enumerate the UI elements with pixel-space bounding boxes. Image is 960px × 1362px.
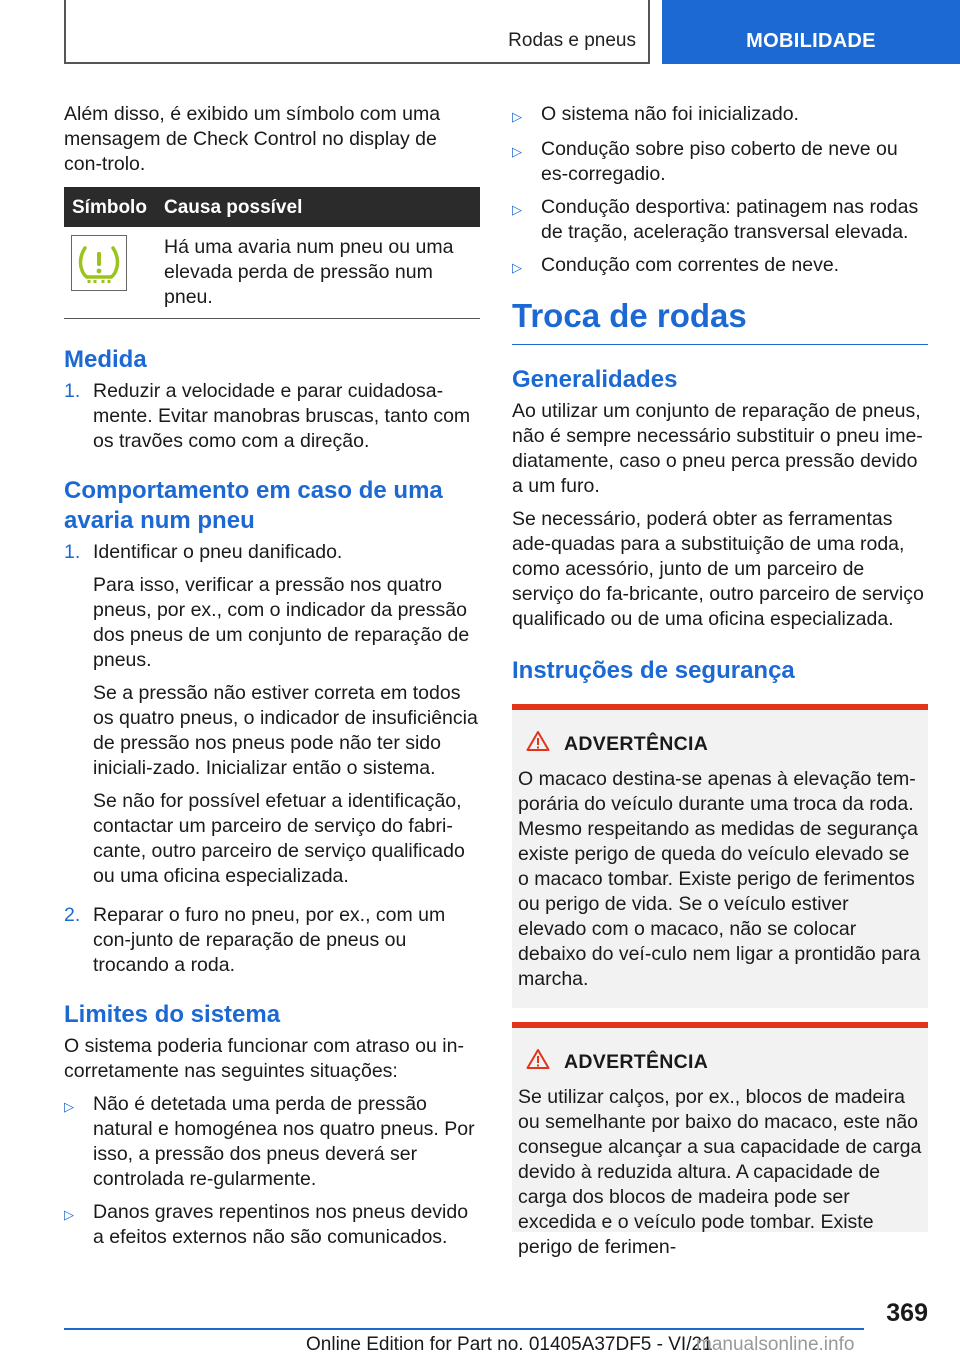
bullet-triangle-icon: ▷ xyxy=(512,144,522,159)
heading-medida: Medida xyxy=(64,346,147,373)
list-paragraph: Se não for possível efetuar a identificação, contactar um parceiro de serviço do fabri-cante, outro parceiro de serviço qualificado ou uma oficina especializada. xyxy=(93,790,465,887)
right-column xyxy=(512,102,928,1258)
bullet-triangle-icon: ▷ xyxy=(512,202,522,217)
warning-box xyxy=(512,704,928,1008)
heading-seguranca: Instruções de segurança xyxy=(512,657,795,684)
list-item xyxy=(512,102,928,129)
table-header-row xyxy=(64,187,480,227)
table-cell-cause: Há uma avaria num pneu ou uma elevada perda de pressão num pneu. xyxy=(156,227,480,319)
list-item xyxy=(512,195,928,245)
table-header-cause: Causa possível xyxy=(156,187,480,227)
list-text: Reparar o furo no pneu, por ex., com um con-junto de reparação de pneus ou trocando a roda. xyxy=(93,904,446,976)
table-header-symbol: Símbolo xyxy=(64,187,156,227)
list-number: 1. xyxy=(64,380,81,402)
list-text: Danos graves repentinos nos pneus devido a efeitos externos não são comunicados. xyxy=(93,1201,469,1248)
limites-intro: O sistema poderia funcionar com atraso ou in-corretamente nas seguintes situações: xyxy=(64,1035,464,1082)
table-row xyxy=(64,227,480,319)
header-chapter-tab: MOBILIDADE xyxy=(662,0,960,64)
heading-generalidades: Generalidades xyxy=(512,366,678,393)
footer-rule xyxy=(64,1328,864,1330)
table-cell-symbol xyxy=(64,227,156,319)
generalidades-paragraph-1: Ao utilizar um conjunto de reparação de pneus, não é sempre necessário substituir o pneu ime-diatamente, caso o pneu perca pressão devido a um furo. xyxy=(512,400,923,497)
chapter-heading: Troca de rodas xyxy=(512,296,928,345)
header-rule-left xyxy=(64,0,66,64)
list-item xyxy=(512,137,928,187)
list-text: Reduzir a velocidade e parar cuidadosa-mente. Evitar manobras bruscas, tanto com os travões como com a direção. xyxy=(93,380,471,452)
warning-triangle-icon xyxy=(526,1048,550,1077)
warning-triangle-icon xyxy=(526,730,550,759)
heading-limites: Limites do sistema xyxy=(64,1001,281,1028)
symbol-table xyxy=(64,187,480,319)
list-text: O sistema não foi inicializado. xyxy=(541,103,799,125)
list-paragraph: Se a pressão não estiver correta em todos os quatro pneus, o indicador de insuficiência de pressão nos pneus pode não ter sido iniciali-zado. Inicializar então o sistema. xyxy=(93,682,478,779)
footer-watermark: manualsonline.info xyxy=(696,1334,855,1355)
bullet-triangle-icon: ▷ xyxy=(64,1099,74,1114)
page-number: 369 xyxy=(886,1299,928,1327)
warning-box xyxy=(512,1022,928,1258)
list-text: Condução com correntes de neve. xyxy=(541,254,840,276)
list-number: 2. xyxy=(64,904,81,926)
tire-pressure-warning-icon xyxy=(71,235,127,291)
list-text: Condução desportiva: patinagem nas rodas de tração, aceleração transversal elevada. xyxy=(541,196,919,243)
list-item xyxy=(512,253,928,280)
left-column xyxy=(64,102,480,1258)
warning-title: ADVERTÊNCIA xyxy=(564,733,709,755)
bullet-triangle-icon: ▷ xyxy=(512,260,522,275)
list-item xyxy=(64,1200,480,1250)
list-item xyxy=(64,540,480,897)
bullet-triangle-icon: ▷ xyxy=(512,109,522,124)
list-item xyxy=(64,1092,480,1192)
list-text: Não é detetada uma perda de pressão natural e homogénea nos quatro pneus. Por isso, a pressão dos pneus deverá ser controlada re-gularmente. xyxy=(93,1093,475,1190)
list-text: Identificar o pneu danificado. xyxy=(93,541,343,563)
list-paragraph: Para isso, verificar a pressão nos quatro pneus, por ex., com o indicador da pressão dos pneus de um conjunto de reparação de pneus. xyxy=(93,574,470,671)
intro-paragraph: Além disso, é exibido um símbolo com uma mensagem de Check Control no display de con-trolo. xyxy=(64,103,441,175)
header-section-title: Rodas e pneus xyxy=(508,30,636,51)
list-number: 1. xyxy=(64,541,81,563)
warning-text: Se utilizar calços, por ex., blocos de madeira ou semelhante por baixo do macaco, este não consegue alcançar a sua capacidade de carga devido à reduzida altura. A capacidade de carga dos blocos de madeira pode ser excedida e o veículo pode tombar. Existe perigo de ferimen- xyxy=(518,1086,922,1258)
footer-edition: Online Edition for Part no. 01405A37DF5 - VI/21 xyxy=(306,1334,713,1355)
warning-title: ADVERTÊNCIA xyxy=(564,1051,709,1073)
bullet-triangle-icon: ▷ xyxy=(64,1207,74,1222)
generalidades-paragraph-2: Se necessário, poderá obter as ferramentas ade-quadas para a substituição de uma roda, como acessório, junto de um parceiro de serviço do fa-bricante, outro parceiro de serviço qualificado ou de uma oficina especializada. xyxy=(512,508,924,630)
list-text: Condução sobre piso coberto de neve ou es-corregadio. xyxy=(541,138,898,185)
heading-comportamento: Comportamento em caso de uma avaria num pneu xyxy=(64,477,443,534)
header-rule-right xyxy=(648,0,650,64)
list-item xyxy=(64,903,480,978)
warning-text: O macaco destina-se apenas à elevação tem-porária do veículo durante uma troca da roda. Mesmo respeitando as medidas de segurança existe perigo de queda do veículo elevado se o macaco tombar. Existe perigo de ferimentos ou perigo de vida. Se o veículo estiver elevado com o macaco, não se colocar debaixo do veí-culo nem ligar a prontidão para marcha. xyxy=(518,768,921,990)
list-item xyxy=(64,379,480,454)
header-rule-bottom xyxy=(64,62,650,64)
